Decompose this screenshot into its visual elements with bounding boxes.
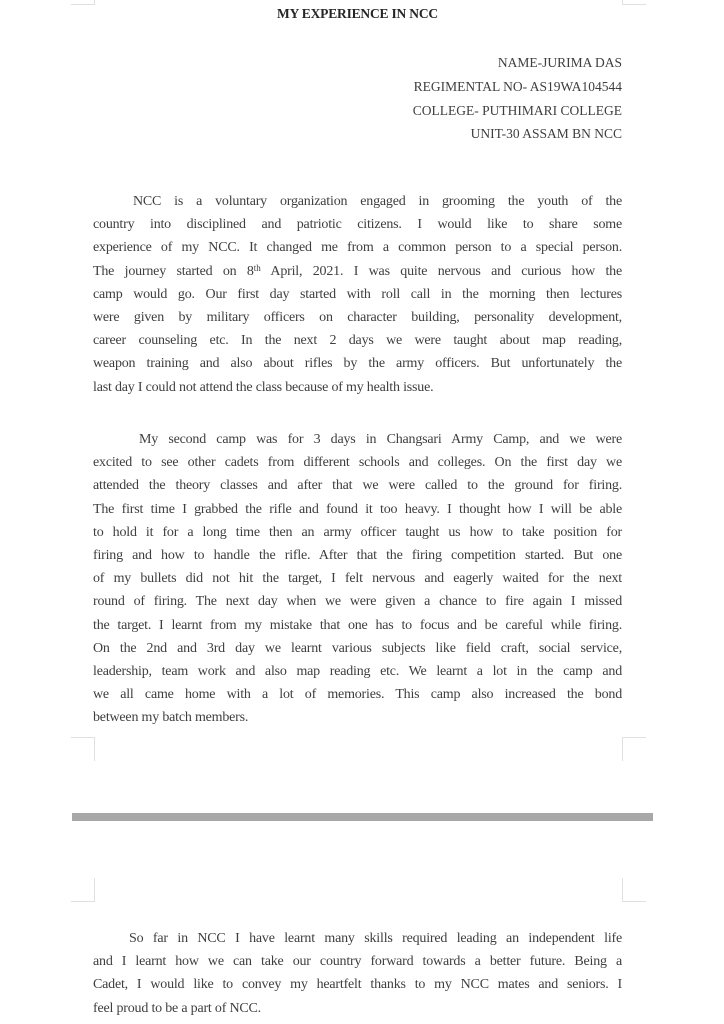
text-line — [93, 521, 622, 544]
superscript-ordinal: th — [253, 262, 261, 273]
text-line — [93, 683, 622, 706]
text-segment: weapon training and also about rifles by the army officers. But unfortunately the — [93, 356, 622, 372]
text-boundary-mark-page1-top-right — [622, 0, 646, 5]
text-segment: camp would go. Our first day started with roll call in the morning then lectures — [93, 286, 622, 302]
unit-line: UNIT-30 ASSAM BN NCC — [470, 126, 622, 142]
text-line — [93, 190, 622, 213]
text-segment: country into disciplined and patriotic citizens. I would like to share some — [93, 217, 622, 233]
text-line — [93, 329, 622, 352]
author-name-line: NAME-JURIMA DAS — [497, 55, 622, 70]
text-boundary-mark-page1-bottom-left — [71, 737, 95, 761]
text-line — [93, 637, 622, 660]
paragraph-2 — [93, 428, 622, 729]
text-segment: firing and how to handle the rifle. After that the firing competition started. But one — [93, 547, 622, 563]
text-line — [93, 352, 622, 375]
text-segment: we all came home with a lot of memories. This camp also increased the bond — [93, 687, 622, 703]
text-boundary-mark-page1-top-left — [71, 0, 95, 5]
text-segment: My second camp was for 3 days in Changsari Army Camp, and we were — [139, 432, 622, 447]
text-line — [93, 428, 622, 451]
text-segment: last day I could not attend the class because of my health issue. — [93, 379, 434, 395]
text-boundary-mark-page2-top-right — [622, 878, 646, 902]
text-segment: round of firing. The next day when we were given a chance to fire again I missed — [93, 594, 622, 610]
college-line: COLLEGE- PUTHIMARI COLLEGE — [412, 102, 622, 118]
text-segment: and I learnt how we can take our country forward towards a better future. Being a — [93, 954, 622, 970]
text-segment: On the 2nd and 3rd day we learnt various subjects like field craft, social service, — [93, 640, 622, 656]
text-line — [93, 927, 622, 950]
text-line — [93, 973, 622, 996]
text-line — [93, 376, 622, 399]
text-line — [93, 451, 622, 474]
text-segment: between my batch members. — [93, 710, 249, 726]
text-line — [93, 590, 622, 613]
text-line — [93, 614, 622, 637]
text-line — [93, 498, 622, 521]
text-line — [93, 544, 622, 567]
text-line — [93, 283, 622, 306]
text-segment: NCC is a voluntary organization engaged in grooming the youth of the — [133, 194, 622, 209]
text-segment: career counseling etc. In the next 2 days we were taught about map reading, — [93, 333, 622, 349]
document-title: MY EXPERIENCE IN NCC — [277, 6, 438, 21]
text-segment: leadership, team work and also map reading etc. We learnt a lot in the camp and — [93, 663, 622, 679]
author-block — [93, 51, 622, 146]
text-segment: the target. I learnt from my mistake that one has to focus and be careful while firing. — [93, 617, 622, 633]
text-segment: The journey started on 8 — [93, 263, 254, 279]
text-line — [93, 567, 622, 590]
paragraph-3 — [93, 927, 622, 1020]
text-line — [93, 474, 622, 497]
text-line — [93, 706, 622, 729]
text-boundary-mark-page2-top-left — [71, 878, 95, 902]
text-segment: The first time I grabbed the rifle and found it too heavy. I thought how I will be able — [93, 501, 622, 517]
text-segment: to hold it for a long time then an army officer taught us how to take position for — [93, 524, 622, 540]
text-boundary-mark-page1-bottom-right — [622, 737, 646, 761]
text-line — [93, 306, 622, 329]
text-line — [93, 213, 622, 236]
text-segment: were given by military officers on character building, personality development, — [93, 309, 622, 325]
text-line — [93, 236, 622, 259]
text-segment: So far in NCC I have learnt many skills required leading an independent life — [129, 931, 622, 946]
text-segment: excited to see other cadets from different schools and colleges. On the first day we — [93, 455, 622, 471]
text-line — [93, 660, 622, 683]
text-line — [93, 950, 622, 973]
text-segment: attended the theory classes and after that we were called to the ground for firing. — [93, 478, 622, 494]
text-line — [93, 260, 622, 283]
paragraph-1 — [93, 190, 622, 399]
text-segment: experience of my NCC. It changed me from a common person to a special person. — [93, 240, 622, 256]
text-segment: feel proud to be a part of NCC. — [93, 1000, 261, 1016]
text-segment: Cadet, I would like to convey my heartfelt thanks to my NCC mates and seniors. I — [93, 977, 622, 993]
text-segment: of my bullets did not hit the target, I felt nervous and eagerly waited for the next — [93, 571, 622, 587]
text-segment: April, 2021. I was quite nervous and curious how the — [260, 263, 622, 279]
text-line — [93, 997, 622, 1020]
regimental-no-line: REGIMENTAL NO- AS19WA104544 — [413, 78, 622, 94]
page-break-bar — [72, 813, 653, 821]
